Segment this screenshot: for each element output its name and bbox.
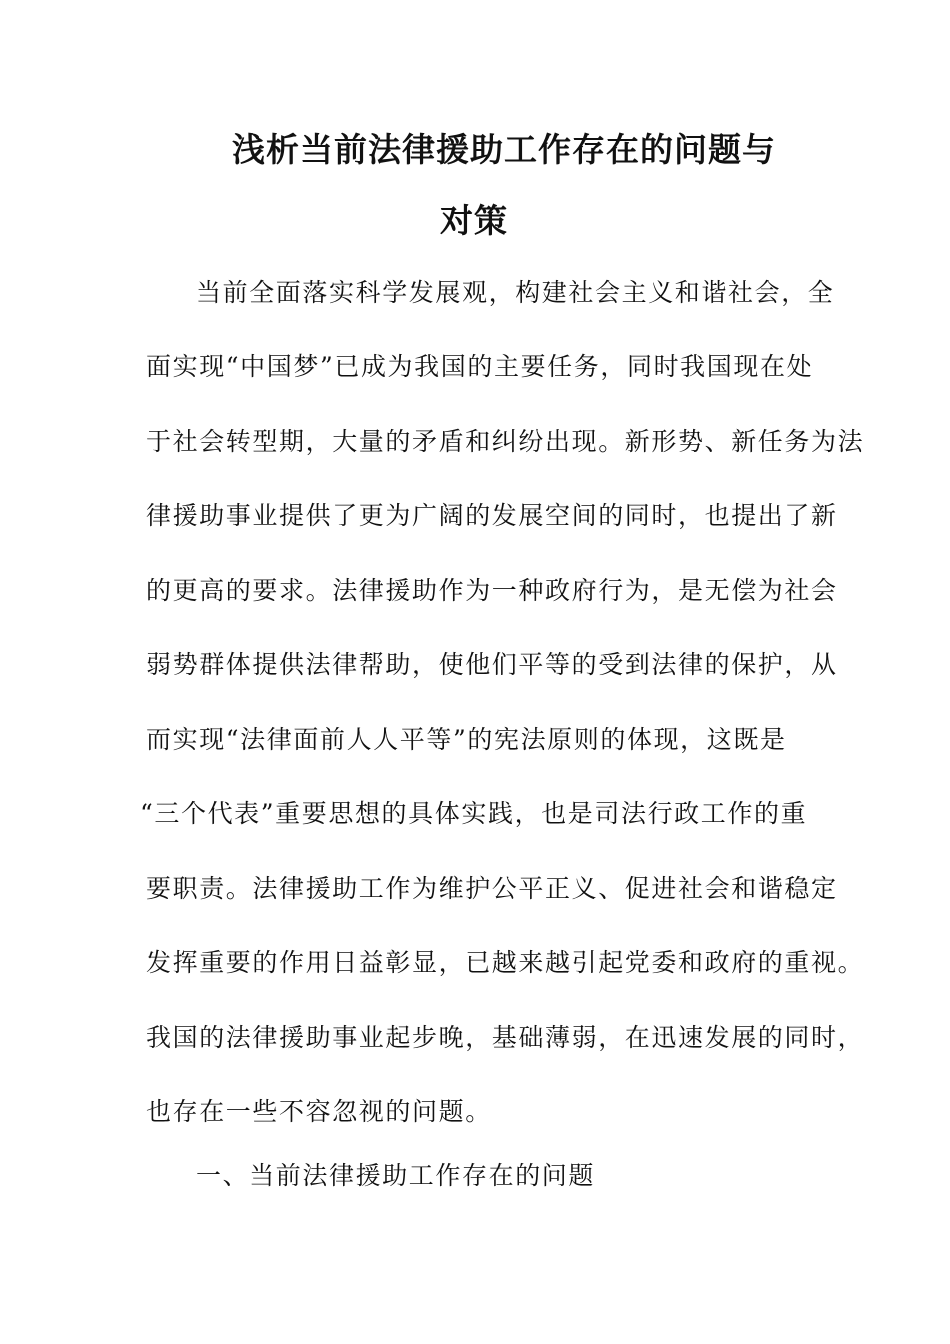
paragraph-line: 面实现“中国梦”已成为我国的主要任务，同时我国现在处 [146, 352, 814, 381]
paragraph-line: 弱势群体提供法律帮助，使他们平等的受到法律的保护，从 [146, 650, 838, 679]
paragraph-line: 发挥重要的作用日益彰显，已越来越引起党委和政府的重视。 [146, 948, 865, 977]
section-heading: 一、当前法律援助工作存在的问题 [196, 1161, 596, 1190]
paragraph-line: 的更高的要求。法律援助作为一种政府行为，是无偿为社会 [146, 576, 838, 605]
paragraph-line: 于社会转型期，大量的矛盾和纠纷出现。新形势、新任务为法 [146, 427, 865, 456]
paragraph-line: 律援助事业提供了更为广阔的发展空间的同时，也提出了新 [146, 501, 838, 530]
paragraph-line: 要职责。法律援助工作为维护公平正义、促进社会和谐稳定 [146, 874, 838, 903]
paragraph-line: 而实现“法律面前人人平等”的宪法原则的体现，这既是 [146, 725, 787, 754]
paragraph-line: 也存在一些不容忽视的问题。 [146, 1097, 492, 1126]
document-title-line-1: 浅析当前法律援助工作存在的问题与 [232, 130, 776, 169]
paragraph-line: 当前全面落实科学发展观，构建社会主义和谐社会，全 [196, 278, 835, 307]
paragraph-line: “三个代表”重要思想的具体实践，也是司法行政工作的重 [140, 799, 808, 828]
paragraph-line: 我国的法律援助事业起步晚，基础薄弱，在迅速发展的同时， [146, 1023, 865, 1052]
document-title-line-2: 对策 [440, 201, 508, 240]
